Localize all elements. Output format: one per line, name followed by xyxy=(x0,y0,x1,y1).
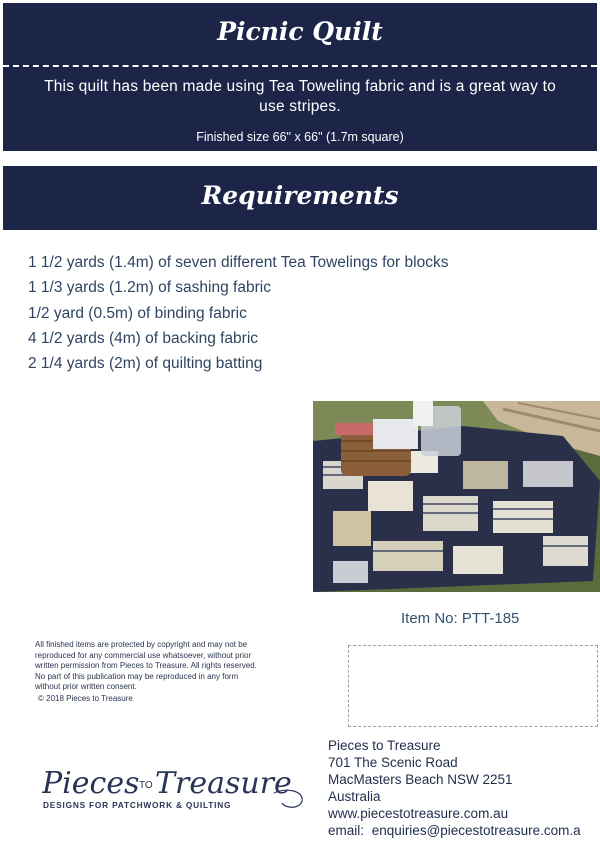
requirements-heading: Requirements xyxy=(201,181,399,210)
requirements-banner xyxy=(3,166,597,230)
requirement-item: 1/2 yard (0.5m) of binding fabric xyxy=(28,304,247,322)
legal-line: No part of this publication may be reproduced in any form xyxy=(35,671,239,681)
website-link[interactable]: www.piecestotreasure.com.au xyxy=(328,806,509,821)
legal-line: without prior written consent. xyxy=(35,682,137,692)
email-label: email: xyxy=(328,823,365,838)
requirement-item: 1 1/2 yards (1.4m) of seven different Tea Towelings for blocks xyxy=(28,254,449,271)
logo-tagline: DESIGNS FOR PATCHWORK & QUILTING xyxy=(43,800,232,810)
intro-text: This quilt has been made using Tea Toweling fabric and is a great way to use stripes. xyxy=(44,78,556,115)
email-row xyxy=(328,822,581,839)
legal-line: reproduced for any commercial use whatsoever, without prior xyxy=(35,650,252,660)
retailer-stamp-box xyxy=(348,645,598,727)
item-number: Item No: PTT-185 xyxy=(401,610,520,627)
city-line: MacMasters Beach NSW 2251 xyxy=(328,772,513,787)
logo-word-to: TO xyxy=(139,780,153,791)
legal-line: written permission from Pieces to Treasure. All rights reserved. xyxy=(35,661,257,671)
brand-logo xyxy=(42,765,312,813)
requirement-item: 4 1/2 yards (4m) of backing fabric xyxy=(28,329,259,347)
country-line: Australia xyxy=(328,789,381,804)
requirements-list xyxy=(28,250,448,376)
company-name: Pieces to Treasure xyxy=(328,738,441,753)
quilt-photo-illustration xyxy=(313,401,600,592)
title-banner xyxy=(3,3,597,151)
copyright-line: © 2018 Pieces to Treasure xyxy=(38,693,133,703)
requirement-item: 2 1/4 yards (2m) of quilting batting xyxy=(28,355,263,373)
quilt-photo xyxy=(313,401,600,592)
logo-word-pieces: Pieces xyxy=(42,766,140,801)
street-address: 701 The Scenic Road xyxy=(328,755,458,770)
page-title: Picnic Quilt xyxy=(217,17,383,46)
requirement-item: 1 1/3 yards (1.2m) of sashing fabric xyxy=(28,279,271,297)
copyright-notice xyxy=(35,640,320,705)
legal-line: All finished items are protected by copyright and may not be xyxy=(35,640,248,649)
brand-logo-graphic xyxy=(42,765,312,813)
email-link[interactable]: enquiries@piecestotreasure.com.a xyxy=(371,823,581,838)
finished-size: Finished size 66" x 66" (1.7m square) xyxy=(196,130,404,144)
logo-word-treasure: Treasure xyxy=(155,766,292,801)
dashed-divider xyxy=(3,65,597,67)
contact-address xyxy=(328,737,581,839)
